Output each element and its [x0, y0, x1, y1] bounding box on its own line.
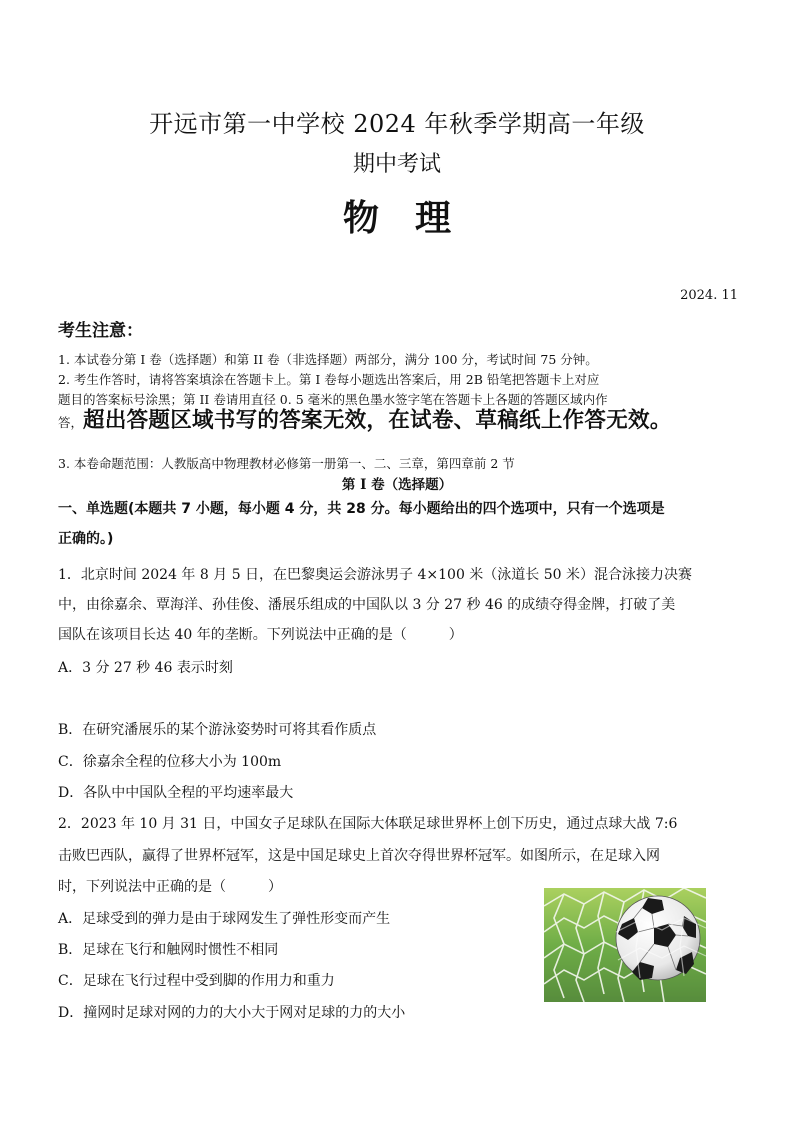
question-2-line-3: 时，下列说法中正确的是（ ）: [58, 879, 282, 895]
question-2-line-1: 2．2023 年 10 月 31 日，中国女子足球队在国际大体联足球世界杯上创下历史，通过点球大战 7:6: [58, 816, 678, 832]
question-1-line-3: 国队在该项目长达 40 年的垄断。下列说法中正确的是（ ）: [58, 627, 463, 643]
question-1-line-1: 1．北京时间 2024 年 8 月 5 日，在巴黎奥运会游泳男子 4×100 米（泳道长 50 米）混合泳接力决赛: [58, 567, 693, 583]
exam-subtitle: 期中考试: [352, 152, 441, 177]
question-1-option-a: A．3 分 27 秒 46 表示时刻: [58, 660, 233, 676]
section-heading-line-2: 正确的。): [58, 531, 114, 547]
notice-warning: 超出答题区域书写的答案无效，在试卷、草稿纸上作答无效。: [83, 408, 672, 433]
notice-item-2-line-2: 题目的答案标号涂黑；第 II 卷请用直径 0. 5 毫米的黑色墨水签字笔在答题卡上各题的答题区域内作: [58, 392, 608, 407]
section-heading-line-1: 一、单选题(本题共 7 小题，每小题 4 分，共 28 分。每小题给出的四个选项中，只有一个选项是: [58, 501, 665, 517]
question-1-option-b: B．在研究潘展乐的某个游泳姿势时可将其看作质点: [58, 722, 377, 738]
notice-item-2-line-3: [58, 408, 748, 445]
notice-heading: 考生注意：: [58, 321, 143, 341]
question-1-line-2: 中，由徐嘉余、覃海洋、孙佳俊、潘展乐组成的中国队以 3 分 27 秒 46 的成绩夺得金牌，打破了美: [58, 597, 676, 613]
volume-heading: 第 I 卷（选择题）: [341, 477, 453, 493]
exam-title: 开远市第一中学校 2024 年秋季学期高一年级: [149, 110, 645, 138]
question-2-option-b: B．足球在飞行和触网时惯性不相同: [58, 942, 279, 958]
question-1-option-d: D．各队中中国队全程的平均速率最大: [58, 785, 294, 801]
question-2-line-2: 击败巴西队，赢得了世界杯冠军，这是中国足球史上首次夺得世界杯冠军。如图所示，在足球入网: [58, 848, 660, 864]
notice-item-3: 3. 本卷命题范围：人教版高中物理教材必修第一册第一、二、三章，第四章前 2 节: [58, 456, 515, 471]
notice-item-1: 1. 本试卷分第 I 卷（选择题）和第 II 卷（非选择题）两部分，满分 100 分，考试时间 75 分钟。: [58, 352, 598, 367]
exam-date: 2024. 11: [680, 288, 738, 303]
notice-item-2-line-1: 2. 考生作答时，请将答案填涂在答题卡上。第 I 卷每小题选出答案后，用 2B 铅笔把答题卡上对应: [58, 372, 600, 387]
subject-title: 物 理: [342, 198, 451, 239]
question-2-option-a: A．足球受到的弹力是由于球网发生了弹性形变而产生: [58, 911, 391, 927]
soccer-ball-net-image: [544, 888, 706, 1002]
notice-item-2-prefix: 答，: [58, 415, 84, 430]
question-1-option-c: C．徐嘉余全程的位移大小为 100m: [58, 754, 282, 770]
question-2-option-c: C．足球在飞行过程中受到脚的作用力和重力: [58, 973, 335, 989]
question-2-option-d: D．撞网时足球对网的力的大小大于网对足球的力的大小: [58, 1005, 406, 1021]
